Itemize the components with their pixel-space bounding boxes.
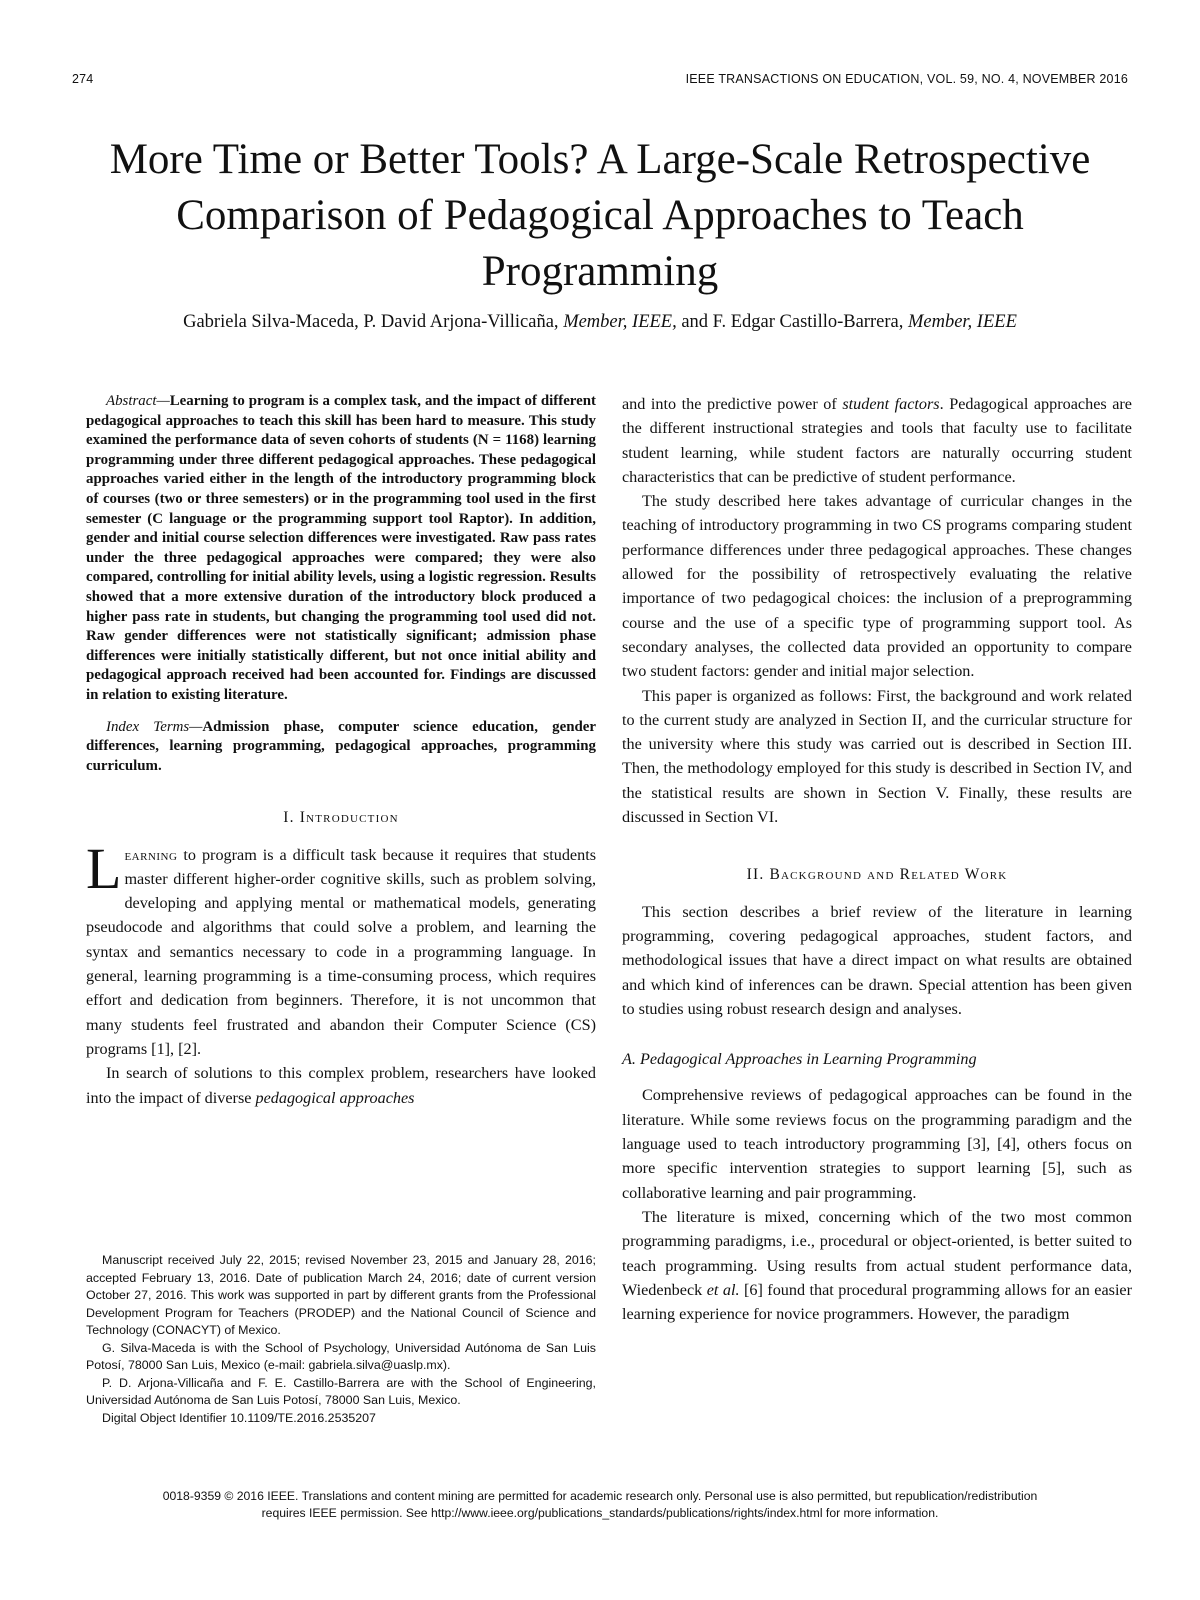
index-terms-text: Admission phase, computer science education, gender differences, learning programming, pedagogical approaches, programming curriculum. <box>86 718 596 774</box>
abstract-label: Abstract— <box>106 393 170 409</box>
right-paragraph-0-italic: student factors <box>842 395 940 413</box>
intro-paragraph-2-text: In search of solutions to this complex problem, researchers have looked into the impact of diverse <box>86 1064 596 1107</box>
right-column <box>622 392 1132 1326</box>
abstract <box>86 392 596 706</box>
background-paragraph-1: This section describes a brief review of the literature in learning programming, covering pedagogical approaches, student factors, and methodological issues that have a direct impact on what results are obtained and which kind of inferences can be drawn. Special attention has been given to studies using robust research design and analyses. <box>622 902 1132 1018</box>
author-role-1: Member, IEEE, <box>563 312 677 332</box>
left-column <box>86 392 596 1110</box>
page-number: 274 <box>72 72 94 86</box>
right-paragraph-2: This paper is organized as follows: First, the background and work related to the current study are analyzed in Section II, and the curricular structure for the university where this study was carried out is described in Section III. Then, the methodology employed for this study is described in Section IV, and the statistical results are shown in Section V. Finally, these results are discussed in Section VI. <box>622 686 1132 827</box>
copyright-notice <box>72 1488 1128 1522</box>
footnote-author-2-3: P. D. Arjona-Villicaña and F. E. Castillo-Barrera are with the School of Engineering, Universidad Autónoma de San Luis Potosí, 78000 San Luis, Mexico. <box>86 1375 596 1407</box>
right-paragraph-0-start: and into the predictive power of <box>622 395 837 413</box>
drop-cap: L <box>86 835 122 901</box>
background-paragraph-3-start: The literature is mixed, concerning which of the two most common programming paradigms, i.e., procedural or object-oriented, is better suited to teach programming. Using results from actual student performance data, Wiedenbeck <box>622 1207 1132 1299</box>
author-names-1: Gabriela Silva-Maceda, P. David Arjona-Villicaña, <box>183 312 559 332</box>
section-heading-background: II. Background and Related Work <box>746 866 1008 884</box>
subsection-heading-pedagogical: A. Pedagogical Approaches in Learning Programming <box>622 1050 977 1069</box>
background-paragraph-3-italic: et al. <box>706 1280 740 1299</box>
running-head <box>72 72 1128 86</box>
footnote-manuscript: Manuscript received July 22, 2015; revised November 23, 2015 and January 28, 2016; accepted February 13, 2016. Date of publication March 24, 2016; date of current version October 27, 2016. This work was supported in part by different grants from the Professional Development Program for Teachers (PRODEP) and the National Council of Science and Technology (CONACYT) of Mexico. <box>86 1253 596 1337</box>
paper-title: More Time or Better Tools? A Large-Scale Retrospective Comparison of Pedagogical Approaches to Teach Programming <box>109 136 1091 295</box>
journal-info: IEEE TRANSACTIONS ON EDUCATION, VOL. 59, NO. 4, NOVEMBER 2016 <box>685 72 1128 86</box>
copyright-line-1: 0018-9359 © 2016 IEEE. Translations and content mining are permitted for academic research only. Personal use is also permitted, but republication/redistribution <box>162 1489 1038 1503</box>
index-terms <box>86 718 596 777</box>
drop-cap-rest: earning <box>124 845 178 864</box>
copyright-line-2: requires IEEE permission. See http://www.ieee.org/publications_standards/publications/rights/index.html for more information. <box>261 1506 939 1520</box>
background-paragraph-3-rest: [6] found that procedural programming allows for an easier learning experience for novice programmers. However, the paradigm <box>622 1280 1133 1324</box>
footnote-author-1: G. Silva-Maceda is with the School of Psychology, Universidad Autónoma de San Luis Potosí, 78000 San Luis, Mexico (e-mail: gabriela.silva@uaslp.mx). <box>86 1340 596 1372</box>
footnote-doi: Digital Object Identifier 10.1109/TE.2016.2535207 <box>102 1410 376 1425</box>
author-role-2: Member, IEEE <box>907 312 1017 332</box>
abstract-text: Learning to program is a complex task, and the impact of different pedagogical approaches to teach this skill has been hard to measure. This study examined the performance data of seven cohorts of students (N = 1168) learning programming under three different pedagogical approaches. These pedagogical approaches varied either in the length of the introductory programming block of courses (two or three semesters) or in the programming tool used in the first semester (C language or the programming support tool Raptor). In addition, gender and initial course selection differences were investigated. Raw pass rates under the three pedagogical approaches were compared; they were also compared, controlling for initial ability levels, using a logistic regression. Results showed that a more extensive duration of the introductory block produced a higher pass rate in students, but changing the programming tool used did not. Raw gender differences were not statistically significant; admission phase differences were initially statistically different, but not once initial ability and pedagogical approach received had been accounted for. Findings are discussed in relation to existing literature. <box>86 393 596 703</box>
index-terms-label: Index Terms— <box>106 718 203 735</box>
author-names-2: and F. Edgar Castillo-Barrera, <box>681 312 904 332</box>
right-paragraph-1: The study described here takes advantage of curricular changes in the teaching of introductory programming in two CS programs comparing student performance differences under three pedagogical approaches. These changes allowed for the possibility of retrospectively evaluating the relative importance of two pedagogical choices: the inclusion of a preprogramming course and the use of a specific type of programming support tool. As secondary analyses, the collected data provided an opportunity to compare two student factors: gender and initial major selection. <box>622 492 1132 681</box>
intro-paragraph-2-italic: pedagogical approaches <box>255 1088 415 1107</box>
intro-paragraph-1 <box>86 835 597 1062</box>
background-paragraph-3 <box>622 1205 1132 1326</box>
right-paragraph-0-rest: . Pedagogical approaches are the different instructional strategies and tools that faculty use to facilitate student learning, while student factors are naturally occurring student characteristics that can be predictive of student performance. <box>622 395 1132 486</box>
background-paragraph-2: Comprehensive reviews of pedagogical approaches can be found in the literature. While some reviews focus on the programming paradigm and the language used to teach introductory programming [3], [4], others focus on more specific intervention strategies to support learning [5], such as collaborative learning and pair programming. <box>622 1086 1132 1202</box>
intro-paragraph-2 <box>86 1061 596 1110</box>
footnotes <box>86 1252 596 1427</box>
author-list <box>60 312 1140 333</box>
section-heading-introduction: I. Introduction <box>283 809 399 827</box>
right-paragraph-0 <box>622 392 1132 489</box>
intro-paragraph-1-text: to program is a difficult task because it requires that students master different higher-order cognitive skills, such as problem solving, developing and applying mental or mathematical models, generating pseudocode and algorithms that could solve a problem, and learning the syntax and semantics necessary to code in a programming language. In general, learning programming is a time-consuming process, which requires effort and dedication from beginners. Therefore, it is not uncommon that many students feel frustrated and abandon their Computer Science (CS) programs [1], [2]. <box>86 845 597 1058</box>
